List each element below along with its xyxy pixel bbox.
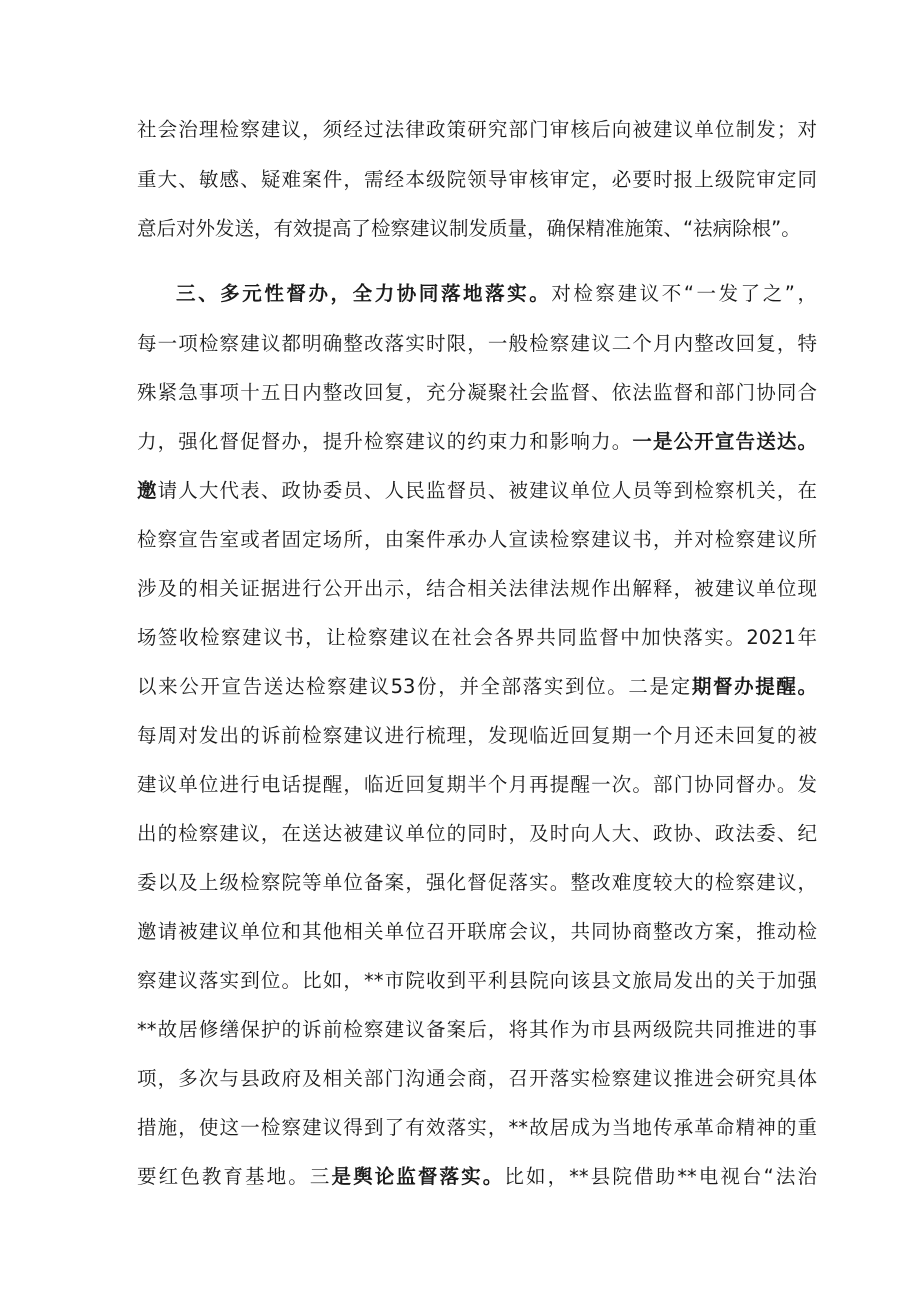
paragraph-2-line-8: 场签收检察建议书，让检察建议在社会各界共同监督中加快落实。2021年 — [137, 626, 817, 649]
paragraph-2-line-15: 察建议落实到位。比如，**市院收到平利县院向该县文旅局发出的关于加强 — [137, 969, 817, 992]
paragraph-2-line-12: 出的检察建议，在送达被建议单位的同时，及时向人大、政协、政法委、纪 — [137, 822, 817, 845]
paragraph-2-line-18: 措施，使这一检察建议得到了有效落实，**故居成为当地传承革命精神的重 — [137, 1116, 817, 1139]
bold-phrase-public-opinion: 是舆论监督落实。 — [331, 1165, 505, 1188]
paragraph-2-line-4 — [137, 422, 817, 462]
paragraph-1-line-2: 重大、敏感、疑难案件，需经本级院领导审核审定，必要时报上级院审定同 — [137, 168, 817, 191]
paragraph-2-line-5 — [137, 471, 817, 511]
paragraph-2-line-1-text: 对检察建议不“一发了之”， — [551, 282, 817, 305]
paragraph-2-line-10: 每周对发出的诉前检察建议进行梳理，发现临近回复期一个月还未回复的被 — [137, 724, 817, 747]
paragraph-2-line-4-text: 力，强化督促督办，提升检察建议的约束力和影响力。 — [137, 430, 633, 453]
paragraph-1-line-1: 社会治理检察建议，须经过法律政策研究部门审核后向被建议单位制发；对 — [137, 118, 817, 141]
paragraph-2-line-19 — [137, 1157, 817, 1197]
bold-phrase-public-announcement: 一是公开宣告送达。 — [632, 430, 817, 453]
paragraph-2-line-19-text: 要红色教育基地。三 — [137, 1165, 332, 1188]
paragraph-2-line-14: 邀请被建议单位和其他相关单位召开联席会议，共同协商整改方案，推动检 — [137, 920, 817, 943]
paragraph-2-line-16: **故居修缮保护的诉前检察建议备案后，将其作为市县两级院共同推进的事 — [137, 1018, 817, 1041]
paragraph-2-line-9 — [137, 667, 817, 707]
paragraph-1-line-3: 意后对外发送，有效提高了检察建议制发质量，确保精准施策、“祛病除根”。 — [137, 217, 801, 240]
paragraph-2-line-1 — [176, 274, 817, 314]
paragraph-2-line-3: 殊紧急事项十五日内整改回复，充分凝聚社会监督、依法监督和部门协同合 — [137, 381, 817, 404]
paragraph-2-line-13: 委以及上级检察院等单位备案，强化督促落实。整改难度较大的检察建议， — [137, 871, 817, 894]
paragraph-2-line-6: 检察宣告室或者固定场所，由案件承办人宣读检察建议书，并对检察建议所 — [137, 528, 817, 551]
paragraph-2-line-19-rest: 比如，**县院借助**电视台“法治 — [504, 1165, 817, 1188]
paragraph-2-line-11: 建议单位进行电话提醒，临近回复期半个月再提醒一次。部门协同督办。发 — [137, 773, 817, 796]
bold-phrase-reminder: 期督办提醒。 — [691, 675, 817, 698]
section-heading: 三、多元性督办，全力协同落地落实。 — [176, 282, 552, 305]
paragraph-2-line-7: 涉及的相关证据进行公开出示，结合相关法律法规作出解释，被建议单位现 — [137, 577, 817, 600]
paragraph-2-line-9-text: 以来公开宣告送达检察建议53份，并全部落实到位。二是定 — [137, 675, 692, 698]
bold-char-invite: 邀 — [137, 479, 158, 502]
paragraph-2-line-17: 项，多次与县政府及相关部门沟通会商，召开落实检察建议推进会研究具体 — [137, 1067, 817, 1090]
paragraph-2-line-2: 每一项检察建议都明确整改落实时限，一般检察建议二个月内整改回复，特 — [137, 332, 817, 355]
paragraph-2-line-5-text: 请人大代表、政协委员、人民监督员、被建议单位人员等到检察机关，在 — [157, 479, 817, 502]
